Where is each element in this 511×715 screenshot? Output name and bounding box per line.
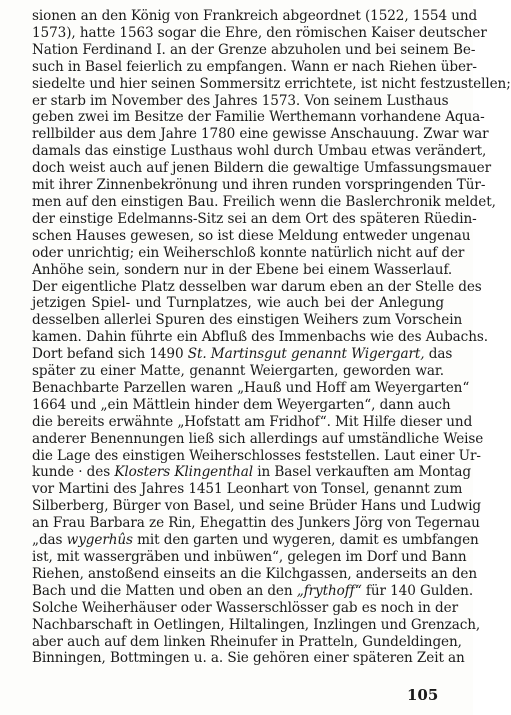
text-line: mit ihrer Zinnenbekrönung und ihren runden vorspringenden Tür-	[32, 177, 486, 194]
italic-text: St. Martinsgut genannt Wigergart,	[187, 346, 425, 363]
text-line: der einstige Edelmanns-Sitz sei an dem Ort des späteren Rüedin-	[32, 210, 477, 227]
text-line: Bach und die Matten und oben an den „frythoff“ für 140 Gulden.	[32, 582, 474, 599]
text-line: die bereits erwähnte „Hofstatt am Fridhof“. Mit Hilfe dieser und	[32, 413, 473, 430]
text-line: aber auch auf dem linken Rheinufer in Pratteln, Gundeldingen,	[32, 633, 462, 650]
text-line: die Lage des einstigen Weiherschlosses feststellen. Laut einer Ur-	[32, 447, 481, 464]
text-line: Anhöhe sein, sondern nur in der Ebene bei einem Wasserlauf.	[32, 261, 453, 278]
text-line: kamen. Dahin führte ein Abfluß des Immenbachs wie des Aubachs.	[32, 329, 488, 346]
text-line: siedelte und hier seinen Sommersitz errichtete, ist nicht festzustellen;	[32, 75, 511, 92]
text-line: desselben allerlei Spuren des einstigen Weihers zum Vorschein	[32, 312, 463, 329]
text-line: „das wygerhûs mit den garten und wygeren, damit es umbfangen	[32, 532, 479, 549]
text-line: geben zwei im Besitze der Familie Werthemann vorhandene Aqua-	[32, 109, 485, 126]
body-text	[32, 8, 511, 667]
text-line: vor Martini des Jahres 1451 Leonhart von Tonsel, genannt zum	[32, 481, 463, 498]
text-line: Solche Weiherhäuser oder Wasserschlösser gab es noch in der	[32, 599, 458, 616]
text-line: sionen an den König von Frankreich abgeordnet (1522, 1554 und	[32, 8, 478, 24]
text-line: anderer Benennungen ließ sich allerdings auf umständliche Weise	[32, 430, 484, 447]
text-line: später zu einer Matte, genannt Weiergarten, geworden war.	[32, 363, 444, 380]
text-line: Silberberg, Bürger von Basel, und seine Brüder Hans und Ludwig	[32, 498, 482, 515]
text-line: 1573), hatte 1563 sogar die Ehre, den römischen Kaiser deutscher	[32, 24, 487, 41]
text-line: kunde · des Klosters Klingenthal in Basel verkauften am Montag	[32, 464, 471, 481]
text-line: Nachbarschaft in Oetlingen, Hiltalingen, Inzlingen und Grenzach,	[32, 616, 481, 633]
italic-text: wygerhûs	[66, 532, 133, 549]
text-line: oder unrichtig; ein Weiherschloß konnte natürlich nicht auf der	[32, 244, 465, 261]
text-line: ist, mit wassergräben und inbüwen“, gelegen im Dorf und Bann	[32, 549, 467, 565]
text-line: er starb im November des Jahres 1573. Von seinem Lusthaus	[32, 92, 449, 109]
text-line: doch weist auch auf jenen Bildern die gewaltige Umfassungsmauer	[32, 160, 492, 177]
italic-text: „frythoff“	[296, 582, 362, 599]
text-line: damals das einstige Lusthaus wohl durch Umbau etwas verändert,	[32, 143, 487, 160]
text-line: Benachbarte Parzellen waren „Hauß und Hoff am Weyergarten“	[32, 379, 470, 396]
text-line: Binningen, Bottmingen u. a. Sie gehören einer späteren Zeit an	[32, 650, 465, 667]
text-line: rellbilder aus dem Jahre 1780 eine gewisse Anschauung. Zwar war	[32, 126, 489, 143]
text-line: such in Basel feierlich zu empfangen. Wann er nach Riehen über-	[32, 58, 477, 75]
text-line: 1664 und „ein Mättlein hinder dem Weyergarten“, dann auch	[32, 396, 451, 413]
text-line: men auf den einstigen Bau. Freilich wenn die Baslerchronik meldet,	[32, 193, 496, 210]
page-number: 105	[407, 686, 439, 704]
text-line: Nation Ferdinand I. an der Grenze abzuholen und bei seinem Be-	[32, 41, 476, 58]
text-line: schen Hauses gewesen, so ist diese Meldung entweder ungenau	[32, 227, 471, 244]
text-line: an Frau Barbara ze Rin, Ehegattin des Junkers Jörg von Tegernau	[32, 515, 480, 532]
text-line: Riehen, anstoßend einseits an die Kilchgassen, anderseits an den	[32, 565, 478, 582]
text-line: jetzigen Spiel- und Turnplatzes, wie auch bei der Anlegung	[32, 295, 444, 312]
italic-text: Klosters Klingenthal	[114, 464, 254, 481]
text-line: Dort befand sich 1490 St. Martinsgut genannt Wigergart, das	[32, 346, 453, 363]
text-line: Der eigentliche Platz desselben war darum eben an der Stelle des	[32, 278, 482, 295]
